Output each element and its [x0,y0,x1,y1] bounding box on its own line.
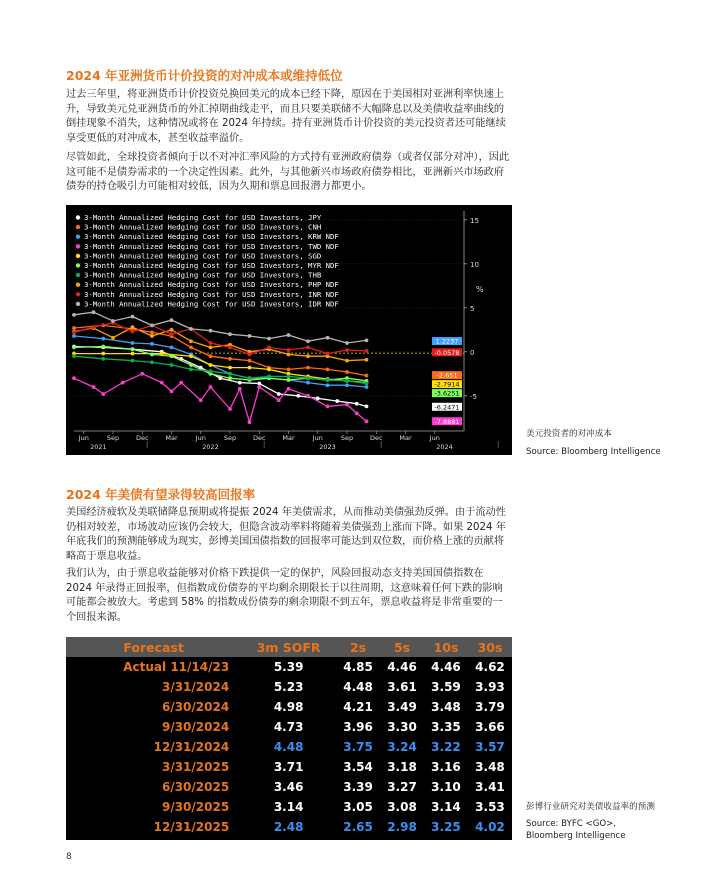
series-point [170,346,174,350]
table-value-cell: 3.24 [387,740,417,754]
series-point [131,352,135,356]
series-point [101,392,105,396]
x-tick-label: Mar [165,434,178,442]
series-point [72,326,76,330]
series-point [345,403,349,407]
series-point [92,385,96,389]
table-caption-source-2: Bloomberg Intelligence [526,831,626,841]
section2-para2: 我们认为，由于票息收益能够对价格下跌提供一定的保护，风险回报动态支持美国国债指数在 2024 年录得正回报率，但指数成份债券的平均剩余期限长于以往周期，这意味着任何下跌的影响可能都会被放大。考虑到 58% 的指数成份债券的剩余期限不到五年，票息收益将是非常重要的一个回报来源。 [66,568,503,623]
series-point [306,354,310,358]
series-point [238,387,242,391]
series-point [296,394,300,398]
series-point [170,354,174,358]
series-point [287,387,291,391]
series-point [199,398,203,402]
table-row [66,657,512,677]
series-point [131,325,135,329]
series-point [287,368,291,372]
table-date-cell: 3/31/2024 [161,680,230,694]
series-point [150,331,154,335]
section2-para1: 美国经济疲软及美联储降息预期或将提振 2024 年美债需求，从而推动美债强劲反弹。由于流动性仍相对较差，市场波动应该仍会较大，但隐含波动率料将随着美债强劲上涨而下降。如果 2024 年年底我们的预测能够成为现实，彭博美国国债指数的回报率可能达到双位数，而价格上涨的贡献将略高于票息收益。 [66,507,506,562]
x-tick-label: Jun [195,434,206,442]
x-tick-label: Jun [312,434,323,442]
series-point [150,342,154,346]
table-value-cell: 2.98 [387,820,417,834]
legend-entry: 3-Month Annualized Hedging Cost for USD Investors, SGD [84,251,322,261]
table-header-cell: 2s [336,637,380,657]
legend-entry: 3-Month Annualized Hedging Cost for USD Investors, KRW NDF [84,232,339,242]
legend-marker [76,225,80,229]
table-value-cell: 4.73 [273,720,304,734]
series-point [209,354,213,358]
series-point [306,366,310,370]
value-label-text: -6.2471 [434,403,460,412]
page-number: 8 [66,852,72,862]
table-value-cell: 4.48 [273,740,304,754]
section2-heading: 2024 年美债有望录得较高回报率 [66,487,256,502]
series-point [209,369,213,373]
legend-entry: 3-Month Annualized Hedging Cost for USD Investors, JPY [84,213,322,222]
table-value-cell: 4.21 [343,700,373,714]
series-point [248,366,252,370]
series-point [306,346,310,350]
x-tick-label: Dec [252,434,266,442]
legend-marker [76,283,80,287]
series-point [345,370,349,374]
table-caption-title: 彭博行业研究对美债收益率的预测 [526,802,655,812]
series-point [287,333,291,337]
series-point [189,368,193,372]
y-tick-label: 10 [470,260,479,269]
series-point [209,385,213,389]
table-value-cell: 5.39 [273,660,304,674]
legend-marker [76,292,80,296]
series-point [209,363,213,367]
series-point [257,385,261,389]
table-value-cell: 4.85 [343,660,373,674]
table-value-cell: 3.35 [431,720,461,734]
series-point [72,346,76,350]
value-label-text: 1.2237 [435,337,459,346]
x-year-label: 2021 [90,443,107,451]
series-point [287,348,291,352]
table-value-cell: 2.48 [273,820,304,834]
series-point [111,336,115,340]
table-value-cell: 3.93 [475,680,505,694]
series-point [170,318,174,322]
x-tick-label: Sep [106,434,120,442]
series-point [228,376,232,380]
table-header-cell: Forecast [66,637,241,657]
legend-entry: 3-Month Annualized Hedging Cost for USD Investors, THB [84,270,322,280]
series-point [345,341,349,345]
series-point [365,374,369,378]
series-point [189,339,193,343]
table-value-cell: 2.65 [343,820,373,834]
series-point [101,345,105,349]
value-label-text: -7.8881 [434,417,460,426]
series-point [228,407,232,411]
series-point [209,341,213,345]
series-point [355,412,359,416]
series-point [306,376,310,380]
table-value-cell: 3.66 [475,720,505,734]
table-value-cell: 3.49 [387,700,417,714]
table-date-cell: 3/31/2025 [161,760,230,774]
table-value-cell: 4.46 [431,660,461,674]
legend-marker [76,235,80,239]
table-value-cell: 4.46 [387,660,417,674]
x-tick-label: Mar [282,434,295,442]
series-point [326,404,330,408]
series-point [326,336,330,340]
table-row [66,777,512,797]
table-date-cell: 12/31/2025 [153,820,230,834]
y-tick-label: 5 [470,304,475,313]
x-tick-label: Jun [429,434,440,442]
table-value-cell: 3.48 [431,700,461,714]
legend-marker [76,273,80,277]
table-value-cell: 3.46 [273,780,304,794]
table-date-cell: Actual 11/14/23 [123,660,230,674]
table-value-cell: 3.05 [343,800,373,814]
table-caption-source-1: Source: BYFC <GO>, [526,819,617,829]
series-point [335,399,339,403]
table-row [66,697,512,717]
value-label-text: -2.7914 [434,380,460,389]
series-point [150,334,154,338]
series-point [150,324,154,328]
table-row [66,797,512,817]
series-point [72,334,76,338]
series-point [345,348,349,352]
table-value-cell: 3.61 [387,680,417,694]
series-point [287,375,291,379]
series-point [92,310,96,314]
table-date-cell: 12/31/2024 [153,740,230,754]
table-value-cell: 3.54 [343,760,373,774]
series-point [228,366,232,370]
table-date-cell: 6/30/2024 [161,700,230,714]
table-row [66,817,512,837]
series-point [365,358,369,362]
legend-marker [76,302,80,306]
series-point [257,382,261,386]
series-point [306,394,310,398]
series-point [228,332,232,336]
table-value-cell: 3.08 [387,800,417,814]
x-tick-label: Dec [369,434,383,442]
series-point [365,382,369,386]
series-point [365,338,369,342]
series-point [209,329,213,333]
series-line [74,374,367,422]
legend-entry: 3-Month Annualized Hedging Cost for USD Investors, PHP NDF [84,280,339,290]
table-value-cell: 3.18 [387,760,417,774]
series-point [248,420,252,424]
table-value-cell: 3.48 [475,760,505,774]
table-value-cell: 4.98 [273,700,304,714]
table-value-cell: 3.41 [475,780,505,794]
x-tick-label: Dec [135,434,149,442]
table-row [66,757,512,777]
series-point [326,352,330,356]
x-tick-label: Sep [340,434,354,442]
x-year-label: 2022 [202,443,219,451]
series-point [101,352,105,356]
series-point [179,381,183,385]
table-value-cell: 4.02 [475,820,505,834]
series-point [72,331,76,335]
table-header-cell: 30s [468,637,512,657]
series-point [306,381,310,385]
y-axis-label: % [476,284,484,294]
series-point [267,375,271,379]
table-date-cell: 6/30/2025 [161,780,230,794]
series-point [170,390,174,394]
table-value-cell: 3.59 [431,680,461,694]
series-point [267,346,271,350]
series-point [170,363,174,367]
table-value-cell: 3.53 [475,800,505,814]
series-point [345,383,349,387]
section1-para1: 过去三年里，将亚洲货币计价投资兑换回美元的成本已经下降，原因在于美国相对亚洲利率快速上升，导致美元兑亚洲货币的外汇掉期曲线走平，而且只要美联储不大幅降息以及美债收益率曲线的倒挂现象不消失，这种情况或将在 2024 年持续。持有亚洲货币计价投资的美元投资者还可能继续享受更低的对冲成本，甚至收益率溢价。 [66,89,506,144]
series-point [189,346,193,350]
legend-marker [76,254,80,258]
series-point [326,378,330,382]
x-tick-label: Mar [399,434,412,442]
hedging-cost-chart [66,205,512,455]
legend-entry: 3-Month Annualized Hedging Cost for USD Investors, MYR NDF [84,261,339,270]
chart-caption-title: 美元投资者的对冲成本 [526,429,612,439]
value-label-text: -0.0578 [434,348,460,357]
series-point [189,327,193,331]
series-point [365,385,369,389]
series-point [345,379,349,383]
table-value-cell: 3.27 [387,780,417,794]
chart-caption-source: Source: Bloomberg Intelligence [526,447,661,457]
x-tick-label: Jun [78,434,89,442]
series-point [228,346,232,350]
table-value-cell: 3.25 [431,820,461,834]
series-point [131,341,135,345]
section1-para2: 尽管如此，全球投资者倾向于以不对冲汇率风险的方式持有亚洲政府债券（或者仅部分对冲），因此这可能不是债券需求的一个决定性因素。此外，与其他新兴市场政府债券相比，亚洲新兴市场政府债券的持仓吸引力可能相对较低，因为久期和票息回报潜力都更小。 [66,152,510,193]
series-point [101,337,105,341]
x-tick-label: Sep [223,434,237,442]
series-point [326,368,330,372]
series-point [287,353,291,357]
series-point [345,359,349,363]
series-point [111,319,115,323]
table-value-cell: 3.16 [431,760,461,774]
series-point [248,376,252,380]
series-point [365,349,369,353]
series-point [277,392,281,396]
table-header-cell: 10s [424,637,468,657]
series-point [189,354,193,358]
series-point [189,363,193,367]
table-row [66,717,512,737]
series-point [209,346,213,350]
value-label-text: -2.651 [436,371,458,380]
table-date-cell: 9/30/2024 [161,720,230,734]
series-point [131,347,135,351]
yield-forecast-table [66,637,512,840]
x-year-label: 2024 [436,443,453,451]
table-value-cell: 3.39 [343,780,373,794]
table-value-cell: 5.23 [273,680,304,694]
series-point [72,354,76,358]
series-point [140,372,144,376]
series-point [238,381,242,385]
table-value-cell: 3.96 [343,720,373,734]
y-tick-label: 0 [470,348,475,357]
legend-entry: 3-Month Annualized Hedging Cost for USD Investors, INR NDF [84,289,339,299]
series-point [248,353,252,357]
series-point [160,381,164,385]
table-value-cell: 3.30 [387,720,417,734]
legend-entry: 3-Month Annualized Hedging Cost for USD Investors, CNH [84,222,322,232]
series-point [131,315,135,319]
series-point [170,328,174,332]
y-tick-label: -5 [470,392,477,401]
table-value-cell: 4.62 [475,660,505,674]
table-row [66,737,512,757]
series-point [72,376,76,380]
chart-svg [66,205,512,455]
series-point [72,313,76,317]
series-point [267,337,271,341]
series-point [248,359,252,363]
series-point [170,332,174,336]
legend-entry: 3-Month Annualized Hedging Cost for USD Investors, TWD NDF [84,241,339,251]
table-value-cell: 3.14 [273,800,304,814]
table-value-cell: 3.14 [431,800,461,814]
table-value-cell: 3.22 [431,740,461,754]
value-label-text: -3.6251 [434,389,460,398]
table-value-cell: 4.48 [343,680,373,694]
table-value-cell: 3.57 [475,740,505,754]
series-point [365,404,369,408]
series-point [92,325,96,329]
series-point [150,360,154,364]
section1-heading: 2024 年亚洲货币计价投资的对冲成本或维持低位 [66,68,343,83]
legend-marker [76,215,80,219]
legend-marker [76,263,80,267]
legend-marker [76,244,80,248]
series-point [267,368,271,372]
series-point [228,357,232,361]
series-point [355,402,359,406]
table-row [66,677,512,697]
series-point [326,383,330,387]
table-value-cell: 3.10 [431,780,461,794]
series-point [277,398,281,402]
x-year-label: 2023 [319,443,336,451]
series-point [131,330,135,334]
series-point [248,334,252,338]
series-point [287,378,291,382]
table-value-cell: 3.75 [343,740,373,754]
series-point [150,353,154,357]
series-point [101,357,105,361]
table-value-cell: 3.71 [273,760,304,774]
table-header-cell: 3m SOFR [241,637,336,657]
y-tick-label: 15 [470,216,479,225]
series-point [228,372,232,376]
series-point [306,339,310,343]
table-date-cell: 9/30/2025 [161,800,230,814]
legend-entry: 3-Month Annualized Hedging Cost for USD Investors, IDR NDF [84,299,339,309]
table-header-row [66,637,512,657]
table-header-cell: 5s [380,637,424,657]
series-point [121,381,125,385]
table-value-cell: 3.79 [475,700,505,714]
series-point [365,419,369,423]
series-point [131,359,135,363]
